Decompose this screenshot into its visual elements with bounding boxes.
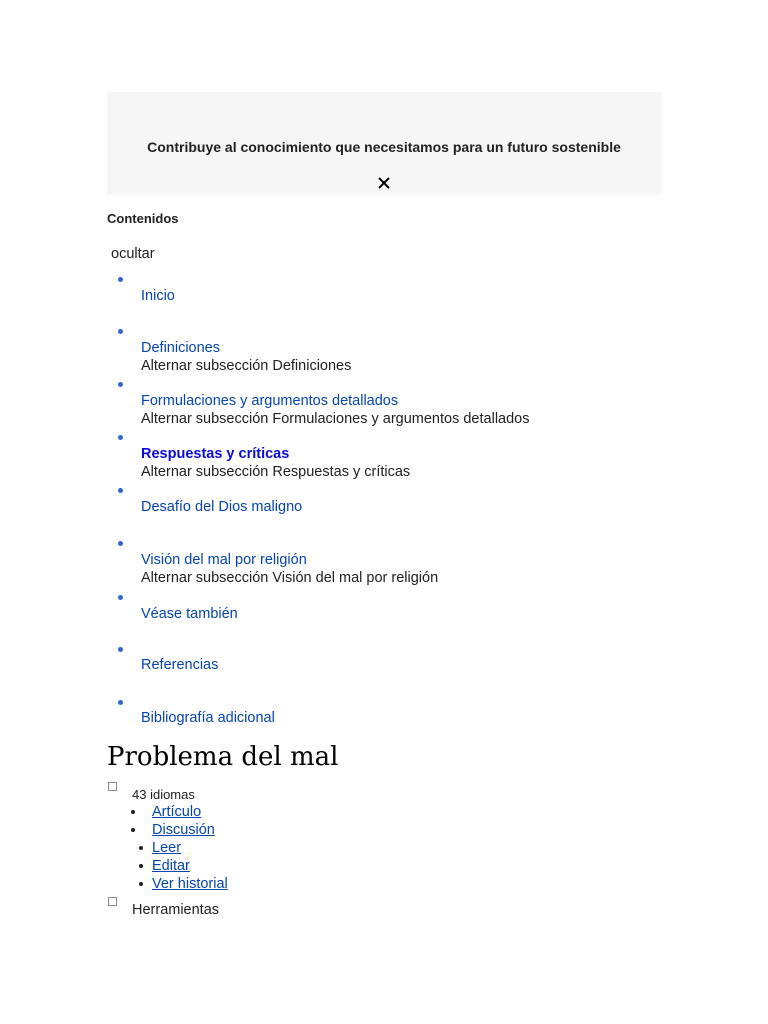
bullet-icon bbox=[139, 846, 143, 850]
bullet-icon bbox=[118, 329, 123, 334]
tab-ver-historial bbox=[130, 875, 228, 893]
toc-link[interactable]: Visión del mal por religión bbox=[141, 552, 307, 568]
bullet-icon bbox=[118, 647, 123, 652]
toc-link[interactable]: Inicio bbox=[141, 288, 175, 304]
toc-subsection-toggle[interactable]: Alternar subsección Visión del mal por religión bbox=[141, 570, 439, 586]
toc-link[interactable]: Definiciones bbox=[141, 340, 220, 356]
tab-leer bbox=[130, 839, 228, 857]
toc-link[interactable]: Referencias bbox=[141, 657, 219, 673]
bullet-icon bbox=[118, 488, 123, 493]
toc-link[interactable]: Desafío del Dios maligno bbox=[141, 499, 303, 515]
bullet-icon bbox=[131, 810, 135, 814]
tools-label[interactable]: Herramientas bbox=[132, 902, 220, 918]
tab-leer-link[interactable]: Leer bbox=[152, 840, 182, 856]
toc-link-active[interactable]: Respuestas y críticas bbox=[141, 446, 290, 462]
tab-articulo-link[interactable]: Artículo bbox=[152, 804, 202, 820]
toc-hide-toggle[interactable]: ocultar bbox=[111, 246, 155, 262]
tab-discusion-link[interactable]: Discusión bbox=[152, 822, 215, 838]
bullet-icon bbox=[118, 382, 123, 387]
toc-link[interactable]: Formulaciones y argumentos detallados bbox=[141, 393, 399, 409]
toc-heading: Contenidos bbox=[107, 211, 179, 226]
page-title: Problema del mal bbox=[107, 742, 339, 772]
toc-link[interactable]: Bibliografía adicional bbox=[141, 710, 275, 726]
bullet-icon bbox=[118, 435, 123, 440]
page-tabs bbox=[130, 803, 228, 893]
banner-message: Contribuye al conocimiento que necesitamos para un futuro sostenible bbox=[147, 139, 621, 155]
toc-subsection-toggle[interactable]: Alternar subsección Formulaciones y argumentos detallados bbox=[141, 411, 530, 427]
tab-discusion bbox=[130, 821, 228, 839]
bullet-icon bbox=[118, 595, 123, 600]
bullet-icon bbox=[118, 277, 123, 282]
bullet-icon bbox=[118, 700, 123, 705]
tools-checkbox[interactable] bbox=[108, 897, 117, 906]
bullet-icon bbox=[139, 864, 143, 868]
bullet-icon bbox=[131, 828, 135, 832]
close-icon[interactable] bbox=[373, 172, 395, 194]
tab-articulo bbox=[130, 803, 228, 821]
toc-subsection-toggle[interactable]: Alternar subsección Respuestas y críticas bbox=[141, 464, 411, 480]
tab-ver-historial-link[interactable]: Ver historial bbox=[152, 876, 228, 892]
toc-subsection-toggle[interactable]: Alternar subsección Definiciones bbox=[141, 358, 352, 374]
toc-link[interactable]: Véase también bbox=[141, 606, 238, 622]
bullet-icon bbox=[139, 882, 143, 886]
bullet-icon bbox=[118, 541, 123, 546]
languages-label[interactable]: 43 idiomas bbox=[132, 787, 195, 802]
languages-checkbox[interactable] bbox=[108, 782, 117, 791]
tab-editar-link[interactable]: Editar bbox=[152, 858, 190, 874]
tab-editar bbox=[130, 857, 228, 875]
